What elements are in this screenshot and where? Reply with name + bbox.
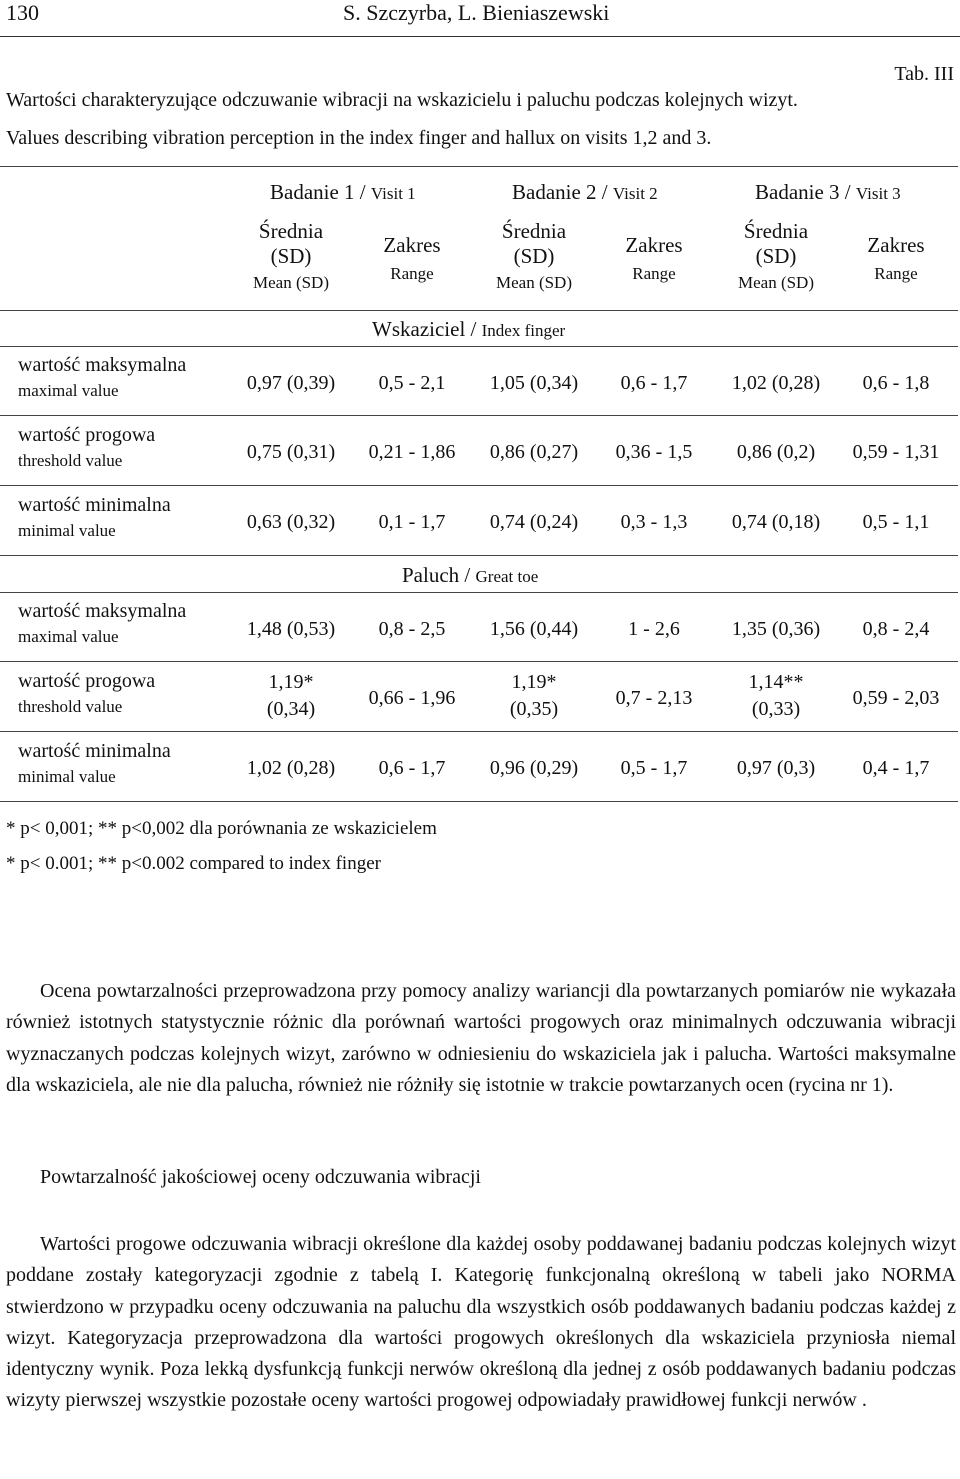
visit-header-3: Badanie 3 / Visit 3 bbox=[755, 180, 901, 204]
page-number: 130 bbox=[6, 0, 39, 25]
table-cell: 1,05 (0,34) bbox=[489, 372, 579, 394]
table-cell: 0,97 (0,3) bbox=[736, 757, 816, 779]
table-cell: 1 - 2,6 bbox=[628, 618, 680, 640]
row-rule bbox=[0, 415, 958, 416]
table-cell: 0,5 - 2,1 bbox=[378, 372, 446, 394]
table-cell: 0,4 - 1,7 bbox=[862, 757, 930, 779]
table-cell: 0,74 (0,24) bbox=[489, 511, 579, 533]
table-bottom-rule bbox=[0, 801, 958, 802]
col-header-range-1: Zakres Range bbox=[383, 233, 441, 283]
table-cell: 0,8 - 2,4 bbox=[862, 618, 930, 640]
col-header-range-2: Zakres Range bbox=[625, 233, 683, 283]
col-header-range-3: Zakres Range bbox=[867, 233, 925, 283]
table-cell: 1,48 (0,53) bbox=[246, 618, 336, 640]
col-header-mean-3: Średnia (SD) Mean (SD) bbox=[737, 219, 814, 292]
body-paragraph-1: Ocena powtarzalności przeprowadzona przy pomocy analizy wariancji dla powtarzanych pomiarów nie wykazała również istotnych statystycznie różnic dla porównań wartości progowych oraz minimalnych odczuwania wibracji wyznaczanych podczas kolejnych wizyt, zarówno w odniesieniu do wskaziciela jak i palucha. Wartości maksymalne dla wskaziciela, ale nie dla palucha, również nie różniły się istotnie w trakcie powtarzanych ocen (rycina nr 1). bbox=[6, 980, 956, 1096]
table-cell: 0,36 - 1,5 bbox=[615, 441, 693, 463]
table-caption-pl: Wartości charakteryzujące odczuwanie wibracji na wskazicielu i paluchu podczas kolejnych wizyt. bbox=[6, 89, 798, 111]
table-cell: 0,21 - 1,86 bbox=[368, 441, 456, 463]
table-cell: 0,97 (0,39) bbox=[246, 372, 336, 394]
col-header-mean-1: Średnia (SD) Mean (SD) bbox=[252, 219, 329, 292]
table-cell: 1,14** (0,33) bbox=[748, 671, 804, 720]
table-cell: 0,7 - 2,13 bbox=[615, 687, 693, 709]
table-cell: 0,3 - 1,3 bbox=[620, 511, 688, 533]
table-cell: 1,02 (0,28) bbox=[731, 372, 821, 394]
table-cell: 0,59 - 2,03 bbox=[852, 687, 940, 709]
footnote-pl: * p< 0,001; ** p<0,002 dla porównania ze wskazicielem bbox=[6, 818, 437, 839]
table-cell: 0,63 (0,32) bbox=[246, 511, 336, 533]
table-cell: 1,19* (0,34) bbox=[266, 671, 316, 720]
table-cell: 0,86 (0,27) bbox=[489, 441, 579, 463]
table-cell: 1,02 (0,28) bbox=[246, 757, 336, 779]
table-cell: 0,75 (0,31) bbox=[246, 441, 336, 463]
table-cell: 0,59 - 1,31 bbox=[852, 441, 940, 463]
table-cell: 1,19* (0,35) bbox=[509, 671, 559, 720]
table-cell: 0,5 - 1,7 bbox=[620, 757, 688, 779]
section-rule bbox=[0, 346, 958, 347]
row-rule bbox=[0, 485, 958, 486]
table-caption-en: Values describing vibration perception in the index finger and hallux on visits 1,2 and 3. bbox=[6, 127, 712, 149]
header-rule bbox=[0, 36, 960, 37]
row-label: wartość maksymalna maximal value bbox=[18, 354, 187, 400]
table-cell: 0,6 - 1,7 bbox=[620, 372, 688, 394]
section-title-index-finger: Wskaziciel / Index finger bbox=[372, 317, 566, 341]
header-bottom-rule bbox=[0, 310, 958, 311]
row-label: wartość minimalna minimal value bbox=[18, 494, 171, 540]
table-cell: 0,66 - 1,96 bbox=[368, 687, 456, 709]
row-label: wartość minimalna minimal value bbox=[18, 740, 171, 786]
col-header-mean-2: Średnia (SD) Mean (SD) bbox=[495, 219, 572, 292]
section-rule bbox=[0, 592, 958, 593]
table-cell: 1,56 (0,44) bbox=[489, 618, 579, 640]
table-cell: 0,6 - 1,7 bbox=[378, 757, 446, 779]
table-cell: 0,86 (0,2) bbox=[736, 441, 816, 463]
visit-header-1: Badanie 1 / Visit 1 bbox=[270, 180, 416, 204]
section-title-great-toe: Paluch / Great toe bbox=[402, 563, 539, 587]
row-label: wartość progowa threshold value bbox=[18, 670, 156, 716]
table-cell: 0,5 - 1,1 bbox=[862, 511, 930, 533]
row-rule bbox=[0, 555, 958, 556]
table-cell: 0,6 - 1,8 bbox=[862, 372, 930, 394]
row-rule bbox=[0, 731, 958, 732]
body-paragraph-2: Wartości progowe odczuwania wibracji określone dla każdej osoby poddawanej badaniu podczas kolejnych wizyt poddane zostały kategoryzacji zgodnie z tabelą I. Kategorię funkcjonalną określoną w tabeli jako NORMA stwierdzono w przypadku oceny odczuwania na paluchu dla wszystkich osób poddawanych badaniu podczas każdej z wizyt. Kategoryzacja przeprowadzona dla wartości progowych określonych dla wskaziciela przyniosła niemal identyczny wynik. Poza lekką dysfunkcją funkcji nerwów określoną dla jednej z osób poddawanych badaniu podczas wizyty pierwszej wszystkie pozostałe oceny wartości progowej odpowiadały prawidłowej funkcji nerwów . bbox=[6, 1233, 956, 1412]
table-cell: 1,35 (0,36) bbox=[731, 618, 821, 640]
section-heading: Powtarzalność jakościowej oceny odczuwania wibracji bbox=[40, 1166, 481, 1188]
table-cell: 0,96 (0,29) bbox=[489, 757, 579, 779]
row-label: wartość progowa threshold value bbox=[18, 424, 156, 470]
table-cell: 0,1 - 1,7 bbox=[378, 511, 446, 533]
visit-header-2: Badanie 2 / Visit 2 bbox=[512, 180, 658, 204]
row-label: wartość maksymalna maximal value bbox=[18, 600, 187, 646]
running-header-authors: S. Szczyrba, L. Bieniaszewski bbox=[343, 0, 610, 25]
row-rule bbox=[0, 661, 958, 662]
table-top-rule bbox=[0, 166, 958, 167]
table-cell: 0,74 (0,18) bbox=[731, 511, 821, 533]
table-cell: 0,8 - 2,5 bbox=[378, 618, 446, 640]
footnote-en: * p< 0.001; ** p<0.002 compared to index finger bbox=[6, 853, 381, 874]
table-number: Tab. III bbox=[894, 63, 954, 85]
